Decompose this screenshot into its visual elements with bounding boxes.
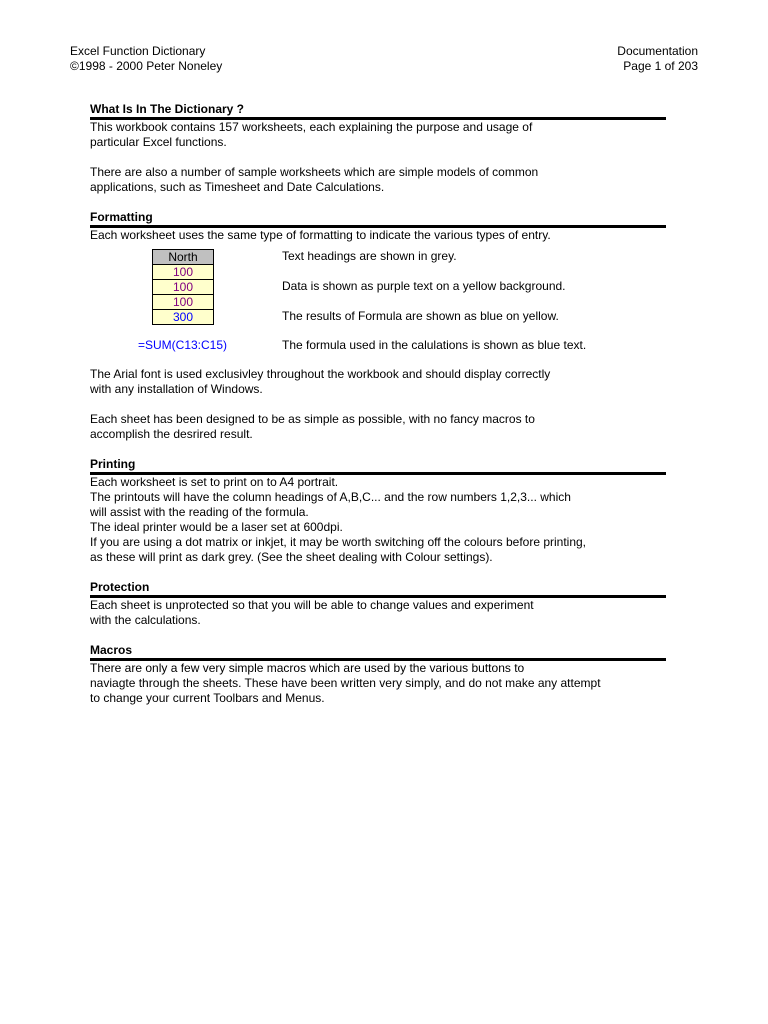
doc-label: Documentation [617,44,698,58]
printing-line: will assist with the reading of the formula. [90,505,309,519]
sample-formula: =SUM(C13:C15) [138,338,228,352]
sample-cells-table [152,249,214,325]
printing-line: Each worksheet is set to print on to A4 portrait. [90,475,339,489]
desc-formula: The formula used in the calulations is shown as blue text. [282,338,587,352]
desc-headings: Text headings are shown in grey. [282,249,457,263]
desc-data: Data is shown as purple text on a yellow background. [282,279,566,293]
macros-line: There are only a few very simple macros which are used by the various buttons to [90,661,525,675]
printing-line: The ideal printer would be a laser set at 600dpi. [90,520,343,534]
section-title-formatting: Formatting [90,210,666,228]
arial-para-line-1: The Arial font is used exclusivley throughout the workbook and should display correctly [90,367,551,381]
protection-line: Each sheet is unprotected so that you will be able to change values and experiment [90,598,534,612]
sample-heading-cell: North [153,250,214,265]
printing-line: The printouts will have the column headings of A,B,C... and the row numbers 1,2,3... which [90,490,571,504]
page-header-right [617,44,698,74]
sample-data-cell: 100 [153,280,214,295]
sample-data-cell: 100 [153,265,214,280]
section-title-macros: Macros [90,643,666,661]
formatting-demo [90,249,666,354]
document-title: Excel Function Dictionary [70,44,206,58]
dictionary-para-1-line-1: This workbook contains 157 worksheets, each explaining the purpose and usage of [90,120,533,134]
printing-line: If you are using a dot matrix or inkjet, it may be worth switching off the colours before printing, [90,535,587,549]
formatting-intro: Each worksheet uses the same type of formatting to indicate the various types of entry. [90,228,551,242]
printing-line: as these will print as dark grey. (See the sheet dealing with Colour settings). [90,550,493,564]
section-title-dictionary: What Is In The Dictionary ? [90,102,666,120]
dictionary-para-1-line-2: particular Excel functions. [90,135,227,149]
section-title-protection: Protection [90,580,666,598]
page-header-left [70,44,222,74]
arial-para-line-2: with any installation of Windows. [90,382,263,396]
dictionary-para-2-line-1: There are also a number of sample worksheets which are simple models of common [90,165,539,179]
page-number: Page 1 of 203 [623,59,698,73]
desc-results: The results of Formula are shown as blue on yellow. [282,309,559,323]
simple-para-line-1: Each sheet has been designed to be as simple as possible, with no fancy macros to [90,412,535,426]
document-body [90,102,666,706]
sample-result-cell: 300 [153,310,214,325]
dictionary-para-2-line-2: applications, such as Timesheet and Date Calculations. [90,180,385,194]
protection-line: with the calculations. [90,613,201,627]
copyright-line: ©1998 - 2000 Peter Noneley [70,59,223,73]
macros-line: to change your current Toolbars and Menus. [90,691,325,705]
sample-data-cell: 100 [153,295,214,310]
macros-line: naviagte through the sheets. These have been written very simply, and do not make any attempt [90,676,601,690]
simple-para-line-2: accomplish the desrired result. [90,427,253,441]
section-title-printing: Printing [90,457,666,475]
